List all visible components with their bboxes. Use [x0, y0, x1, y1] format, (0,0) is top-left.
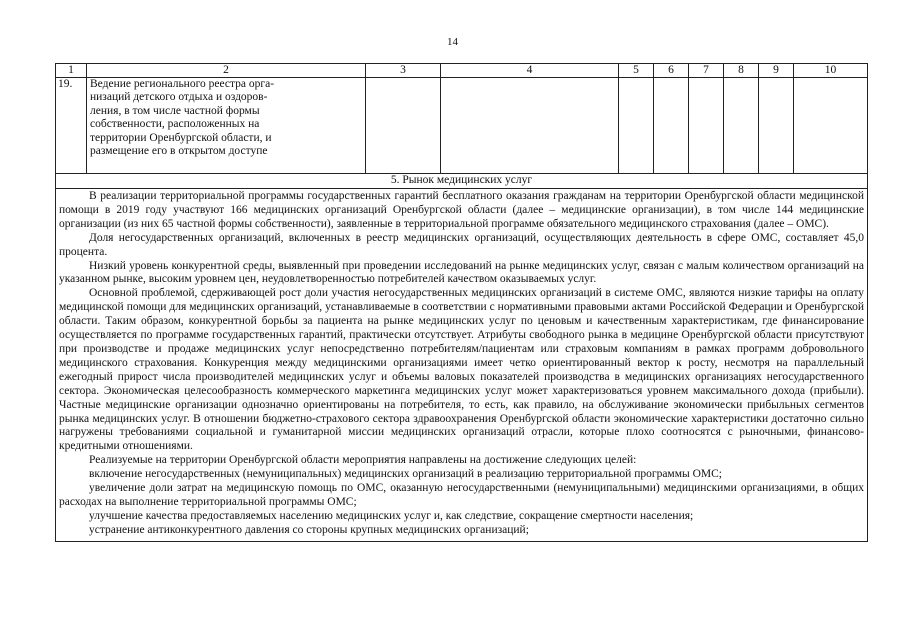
- description-line: территории Оренбургской области, и: [90, 131, 272, 144]
- goal-item: включение негосударственных (немуниципальных) медицинских организаций в реализацию территориальной программы ОМС;: [89, 468, 722, 481]
- page-number: 14: [447, 36, 458, 48]
- description-line: ления, в том числе частной формы: [90, 104, 260, 117]
- paragraph: Доля негосударственных организаций, включенных в реестр медицинских организаций, осуществляющих деятельность в сфере ОМС, составляет 45,0 процента.: [59, 231, 864, 258]
- column-number-row: [56, 64, 868, 78]
- column-header: 4: [441, 64, 619, 78]
- description-line: низаций детского отдыха и оздоров-: [90, 91, 268, 104]
- empty-cell: [724, 78, 759, 174]
- goal-item: устранение антиконкурентного давления со стороны крупных медицинских организаций;: [89, 523, 529, 536]
- section-title: 5. Рынок медицинских услуг: [56, 174, 868, 189]
- paragraph: В реализации территориальной программы государственных гарантий бесплатного оказания гражданам на территории Оренбургской области медицинской помощи в 2019 году участвуют 166 медицинских организаций Оренбургской области (далее – медицинские организации), в том числе 144 медицинские организации (из них 65 частной формы собственности), заявленные в территориальной программе обязательного медицинского страхования (далее – ОМС).: [59, 190, 864, 230]
- empty-cell: [689, 78, 724, 174]
- empty-cell: [366, 78, 441, 174]
- column-header: 9: [759, 64, 794, 78]
- column-header: 5: [619, 64, 654, 78]
- column-header: 6: [654, 64, 689, 78]
- description-line: размещение его в открытом доступе: [90, 145, 268, 158]
- column-header: 8: [724, 64, 759, 78]
- description-line: Ведение регионального реестра орга-: [90, 78, 275, 90]
- section-title-row: [56, 174, 868, 189]
- section-body: [56, 189, 868, 542]
- column-header: 7: [689, 64, 724, 78]
- section-body-row: [56, 189, 868, 542]
- program-table: [55, 63, 868, 542]
- empty-cell: [794, 78, 868, 174]
- empty-cell: [619, 78, 654, 174]
- row-description: [87, 78, 366, 174]
- paragraph: Низкий уровень конкурентной среды, выявленный при проведении исследований на рынке медицинских услуг, связан с малым количеством организаций на указанном рынке, высоким уровнем цен, неудовлетворенностью потребителей качеством оказываемых услуг.: [59, 259, 864, 286]
- description-line: собственности, расположенных на: [90, 118, 260, 131]
- goal-item: улучшение качества предоставляемых населению медицинских услуг и, как следствие, сокращение смертности населения;: [89, 509, 694, 522]
- column-header: 10: [794, 64, 868, 78]
- goal-item: увеличение доли затрат на медицинскую помощь по ОМС, оказанную негосударственными (немуниципальными) медицинскими организациями, в общих расходах на выполнение территориальной программы ОМС;: [59, 482, 864, 508]
- paragraph: Реализуемые на территории Оренбургской области мероприятия направлены на достижение следующих целей:: [89, 454, 637, 467]
- empty-cell: [654, 78, 689, 174]
- column-header: 3: [366, 64, 441, 78]
- column-header: 1: [56, 64, 87, 78]
- row-number: 19.: [56, 78, 87, 174]
- table-row: [56, 78, 868, 174]
- paragraph: Основной проблемой, сдерживающей рост доли участия негосударственных медицинских организаций в системе ОМС, являются низкие тарифы на оплату медицинской помощи для медицинских организаций, устанавливаемые в соответствии с нормативными правовыми актами Российской Федерации и Оренбургской области. Таким образом, конкурентной борьбы за пациента на рынке медицинских услуг по ценовым и качественным характеристикам, где финансирование осуществляется по программе государственных гарантий, практически отсутствует. Атрибуты свободного рынка в медицине Оренбургской области присутствуют при производстве и продаже медицинских услуг непосредственно потребителям/пациентам или страховым компаниям в рамках программ добровольного медицинского страхования. Конкуренция между медицинскими организациями имеет четко ориентированный вектор к росту, несмотря на параллельный ежегодный прирост числа производителей медицинских услуг и объемы валовых показателей производства в медицинских организациях негосударственного сектора. Экономическая целесообразность коммерческого маркетинга медицинских услуг может характеризоваться уровнем максимального дохода (прибыли). Частные медицинские организации однозначно ориентированы на потребителя, то есть, как правило, на обслуживание экономически прибыльных сегментов рынка медицинских услуг. В отношении бюджетно-страхового сектора здравоохранения Оренбургской области экономические характеристики достаточно сильно нагружены требованиями социальной и гуманитарной миссии медицинских организаций отрасли, которые плохо соотносятся с рыночными, финансово-кредитными отношениями.: [59, 287, 864, 453]
- empty-cell: [441, 78, 619, 174]
- empty-cell: [759, 78, 794, 174]
- column-header: 2: [87, 64, 366, 78]
